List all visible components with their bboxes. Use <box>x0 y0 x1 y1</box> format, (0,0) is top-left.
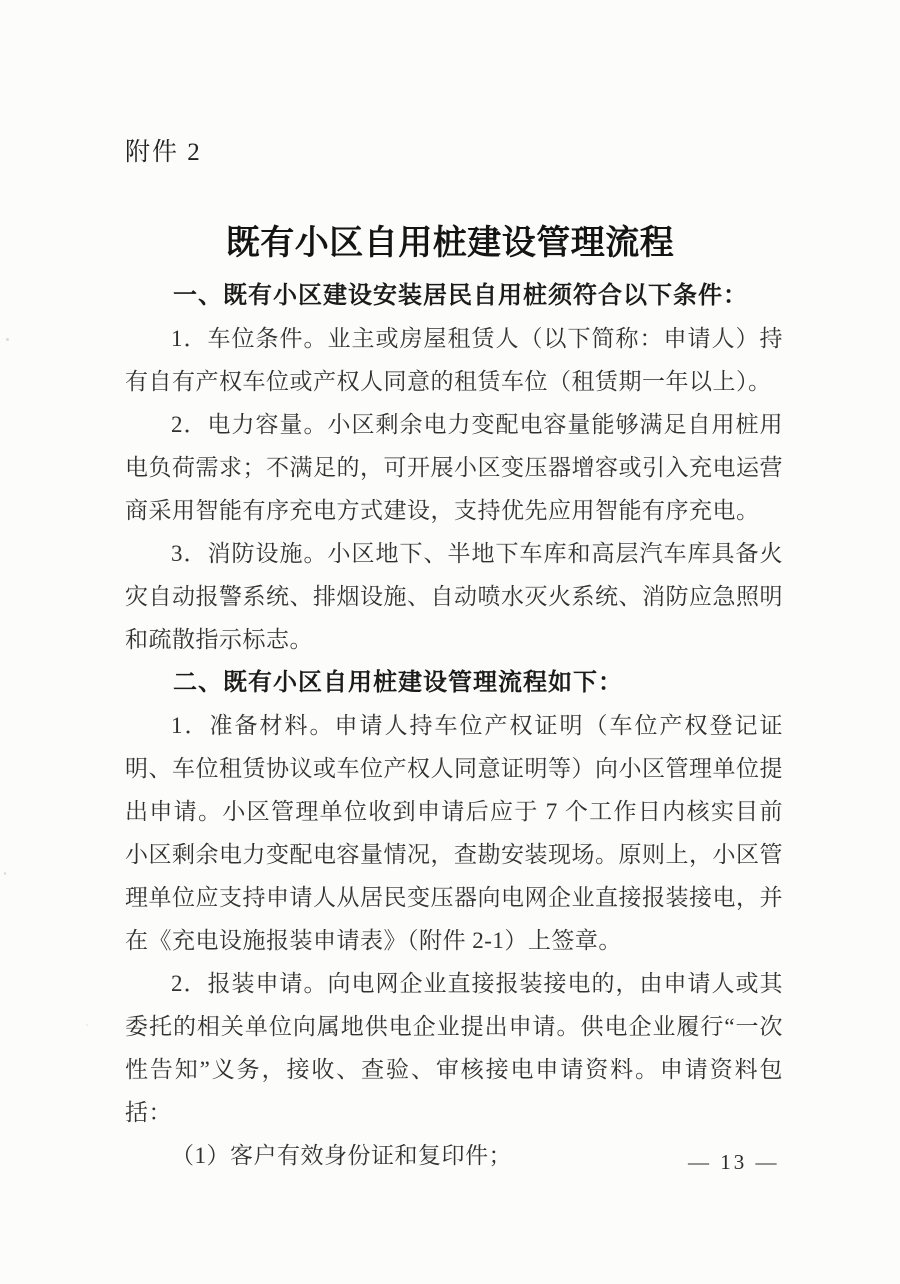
page-number: — 13 — <box>688 1150 780 1174</box>
body-paragraph-fire-safety: 3．消防设施。小区地下、半地下车库和高层汽车库具备火灾自动报警系统、排烟设施、自动喷水灭火系统、消防应急照明和疏散指示标志。 <box>125 541 783 652</box>
body-paragraph-power-capacity: 2．电力容量。小区剩余电力变配电容量能够满足自用桩用电负荷需求；不满足的，可开展小区变压器增容或引入充电运营商采用智能有序充电方式建设，支持优先应用智能有序充电。 <box>125 412 783 523</box>
body-paragraph-id-copy-item: （1）客户有效身份证和复印件； <box>171 1143 512 1168</box>
document-title: 既有小区自用桩建设管理流程 <box>225 224 675 262</box>
scan-speck <box>4 872 6 875</box>
body-paragraph-parking-condition: 1．车位条件。业主或房屋租赁人（以下简称：申请人）持有自有产权车位或产权人同意的租赁车位（租赁期一年以上）。 <box>125 326 783 394</box>
annex-label: 附件 2 <box>125 139 202 166</box>
section-heading-2: 二、既有小区自用桩建设管理流程如下： <box>173 669 623 696</box>
section-heading-1: 一、既有小区建设安装居民自用桩须符合以下条件： <box>173 282 748 309</box>
document-body <box>125 274 783 1177</box>
body-paragraph-installation-application: 2．报装申请。向电网企业直接报装接电的，由申请人或其委托的相关单位向属地供电企业提出申请。供电企业履行“一次性告知”义务，接收、查验、审核接电申请资料。申请资料包括： <box>125 971 783 1125</box>
scan-speck <box>6 338 9 341</box>
scan-speck <box>86 1024 88 1026</box>
body-paragraph-prepare-materials: 1．准备材料。申请人持车位产权证明（车位产权登记证明、车位租赁协议或车位产权人同意证明等）向小区管理单位提出申请。小区管理单位收到申请后应于 7 个工作日内核实目前小区剩余电力变配电容量情况，查勘安装现场。原则上，小区管理单位应支持申请人从居民变压器向电网企业直接报装接电，并在《充电设施报装申请表》（附件 2-1）上签章。 <box>125 713 783 953</box>
